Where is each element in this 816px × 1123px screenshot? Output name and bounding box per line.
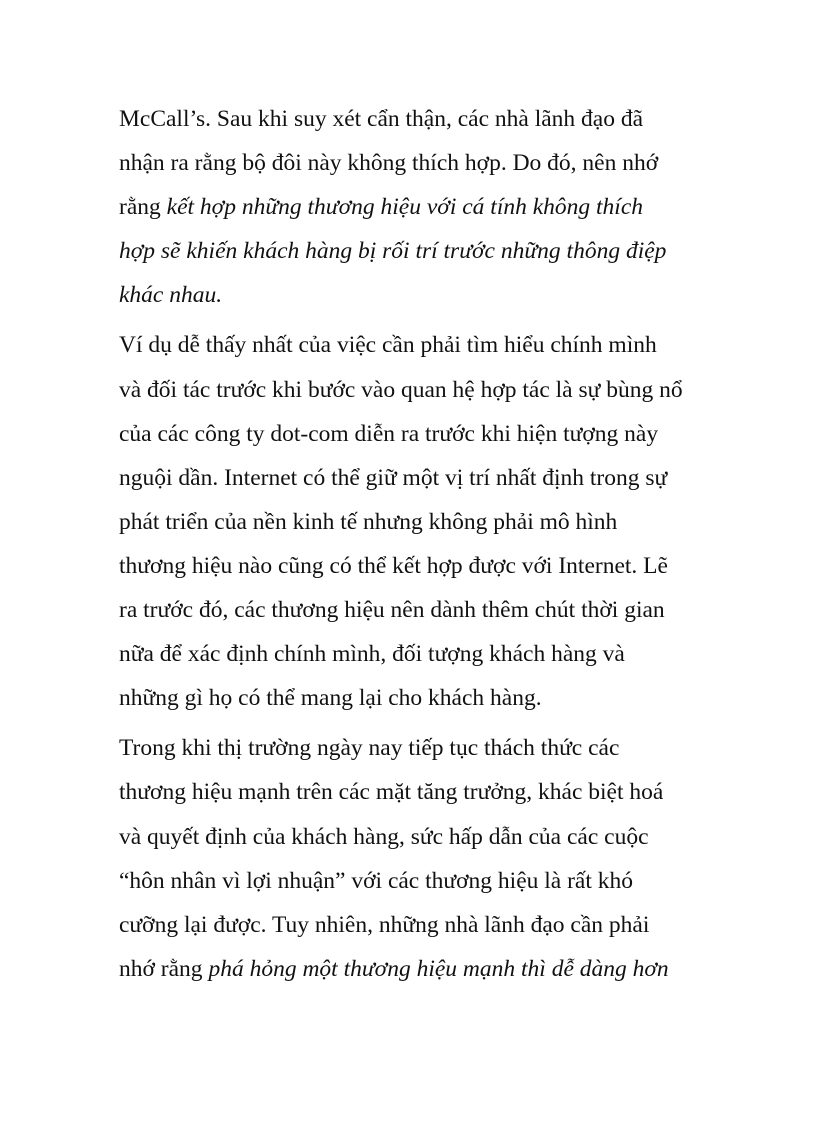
text-line: [119, 185, 709, 229]
text-run: thương hiệu mạnh trên các mặt tăng trưởng, khác biệt hoá: [119, 779, 664, 806]
text-line: [119, 859, 709, 903]
text-run: nữa để xác định chính mình, đối tượng khách hàng và: [119, 641, 625, 668]
text-line: [119, 456, 709, 500]
text-line: [119, 141, 709, 185]
text-line: [119, 726, 709, 770]
document-page: [119, 97, 709, 997]
italic-text-run: hợp sẽ khiến khách hàng bị rối trí trước những thông điệp: [119, 238, 667, 265]
text-run: nhận ra rằng bộ đôi này không thích hợp. Do đó, nên nhớ: [119, 150, 659, 177]
text-run: và quyết định của khách hàng, sức hấp dẫn của các cuộc: [119, 823, 649, 850]
text-line: [119, 676, 709, 720]
text-run: rằng: [119, 194, 167, 221]
italic-text-run: phá hỏng một thương hiệu mạnh thì dễ dàng hơn: [208, 955, 669, 982]
text-line: [119, 815, 709, 859]
text-run: của các công ty dot-com diễn ra trước khi hiện tượng này: [119, 420, 659, 447]
text-line: [119, 368, 709, 412]
italic-text-run: khác nhau.: [119, 282, 223, 309]
text-line: [119, 770, 709, 814]
text-run: nguội dần. Internet có thể giữ một vị trí nhất định trong sự: [119, 464, 668, 491]
paragraph-3: [119, 726, 709, 991]
text-run: ra trước đó, các thương hiệu nên dành thêm chút thời gian: [119, 597, 665, 624]
text-run: phát triển của nền kinh tế nhưng không phải mô hình: [119, 508, 618, 535]
text-line: [119, 412, 709, 456]
text-run: Trong khi thị trường ngày nay tiếp tục thách thức các: [119, 735, 620, 762]
text-line: [119, 229, 709, 273]
text-run: những gì họ có thể mang lại cho khách hàng.: [119, 685, 542, 712]
text-line: [119, 947, 709, 991]
text-line: [119, 500, 709, 544]
text-line: [119, 97, 709, 141]
text-line: [119, 588, 709, 632]
text-run: nhớ rằng: [119, 955, 209, 982]
text-run: “hôn nhân vì lợi nhuận” với các thương hiệu là rất khó: [119, 867, 634, 894]
paragraph-1: [119, 97, 709, 317]
paragraph-2: [119, 323, 709, 720]
text-run: Ví dụ dễ thấy nhất của việc cần phải tìm hiểu chính mình: [119, 332, 657, 359]
text-run: cưỡng lại được. Tuy nhiên, những nhà lãnh đạo cần phải: [119, 911, 650, 938]
text-run: McCall’s. Sau khi suy xét cẩn thận, các nhà lãnh đạo đã: [119, 106, 644, 132]
text-line: [119, 903, 709, 947]
text-line: [119, 544, 709, 588]
text-run: và đối tác trước khi bước vào quan hệ hợp tác là sự bùng nổ: [119, 376, 683, 403]
text-run: thương hiệu nào cũng có thể kết hợp được với Internet. Lẽ: [119, 552, 668, 579]
italic-text-run: kết hợp những thương hiệu với cá tính không thích: [166, 194, 644, 221]
text-line: [119, 323, 709, 367]
text-line: [119, 273, 709, 317]
text-line: [119, 632, 709, 676]
